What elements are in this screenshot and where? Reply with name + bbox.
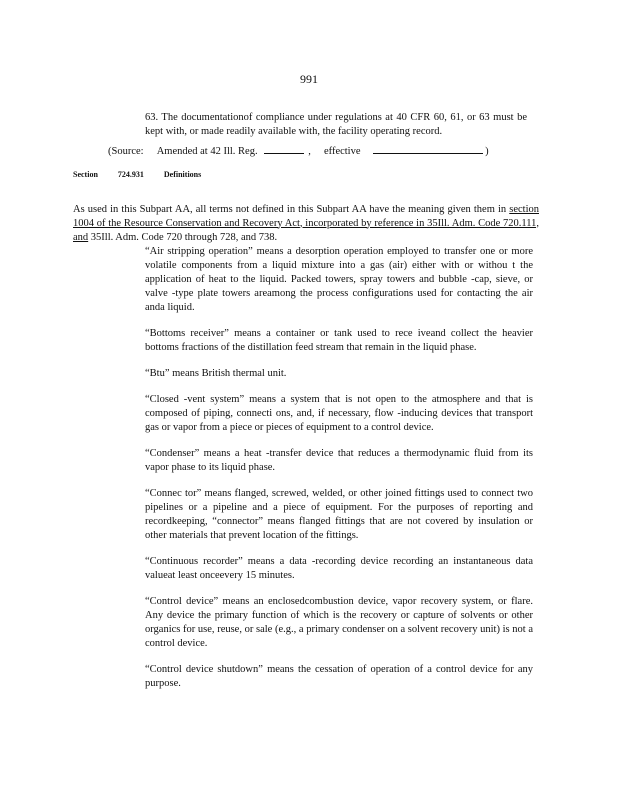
effective-date-blank xyxy=(373,143,483,154)
source-amended: Amended at 42 Ill. Reg. xyxy=(156,146,258,157)
definition-continuous-recorder: “Continuous recorder” means a data -recording device recording an instantaneous data valueat least onceevery 15 minutes. xyxy=(145,556,533,581)
page-number: 991 xyxy=(300,72,318,86)
definition-control-device: “Control device” means an enclosedcombustion device, vapor recovery system, or flare. Any device the primary function of which is the recovery or capture of solvents or other organics for use, reuse, or sale (e.g., a primary condenser on a solvent recovery unit) is not a control device. xyxy=(145,596,533,649)
source-effective: effective xyxy=(323,146,361,157)
item-63-paragraph: 63. The documentationof compliance under regulations at 40 CFR 60, 61, or 63 must be kept with, or made readily available with, the facility operating record. xyxy=(145,111,527,137)
definition-air-stripping-operation: “Air stripping operation” means a desorption operation employed to transfer one or more volatile components from a liquid mixture into a gas (air) either with or withou t the application of heat to the liquid. Packed towers, spray towers and bubble -cap, sieve, or valve -type plate towers areamong the process configurations used for contacting the air anda liquid. xyxy=(145,246,533,313)
definition-control-device-shutdown: “Control device shutdown” means the cessation of operation of a control device for any purpose. xyxy=(145,664,533,689)
register-page-blank xyxy=(264,143,304,154)
intro-underlined-incorporation: , incorporated by reference in 35Ill. Adm. Code 720.111, xyxy=(299,217,540,229)
source-close: ) xyxy=(485,146,489,157)
section-label: Section xyxy=(73,170,98,179)
definition-bottoms-receiver: “Bottoms receiver” means a container or tank used to rece iveand collect the heavier bottoms fractions of the distillation feed stream that remain in the liquid phase. xyxy=(145,328,533,353)
definition-connector: “Connec tor” means flanged, screwed, welded, or other joined fittings used to connect two pipelines or a pipeline and a piece of equipment. For the purposes of reporting and recordkeeping, “connector” means flanged fittings that are not covered by insulation or other materials that prevent location of the fittings. xyxy=(145,488,533,541)
section-heading xyxy=(73,170,219,179)
source-note xyxy=(108,143,489,159)
intro-paragraph xyxy=(73,203,539,245)
intro-underlined-and: and xyxy=(73,231,89,243)
definitions-list xyxy=(145,245,533,703)
intro-text-end: 35Ill. Adm. Code 720 through 728, and 738. xyxy=(88,231,278,243)
section-number: 724.931 xyxy=(117,170,144,179)
section-title: Definitions xyxy=(163,170,202,179)
definition-btu: “Btu” means British thermal unit. xyxy=(145,368,287,379)
intro-text-start: As used in this Subpart AA, all terms not defined in this Subpart AA have the meaning given them in xyxy=(73,203,510,215)
definition-closed-vent-system: “Closed -vent system” means a system that is not open to the atmosphere and that is composed of piping, connecti ons, and, if necessary, flow -inducing devices that transport gas or vapor from a piece or pieces of equipment to a control device. xyxy=(145,394,533,433)
source-open: (Source: xyxy=(108,146,144,157)
intro-underlined-act: section 1004 of the Resource Conservation and Recovery Act xyxy=(73,203,539,229)
source-comma: , xyxy=(308,146,311,157)
definition-condenser: “Condenser” means a heat -transfer device that reduces a thermodynamic fluid from its vapor phase to its liquid phase. xyxy=(145,448,533,473)
